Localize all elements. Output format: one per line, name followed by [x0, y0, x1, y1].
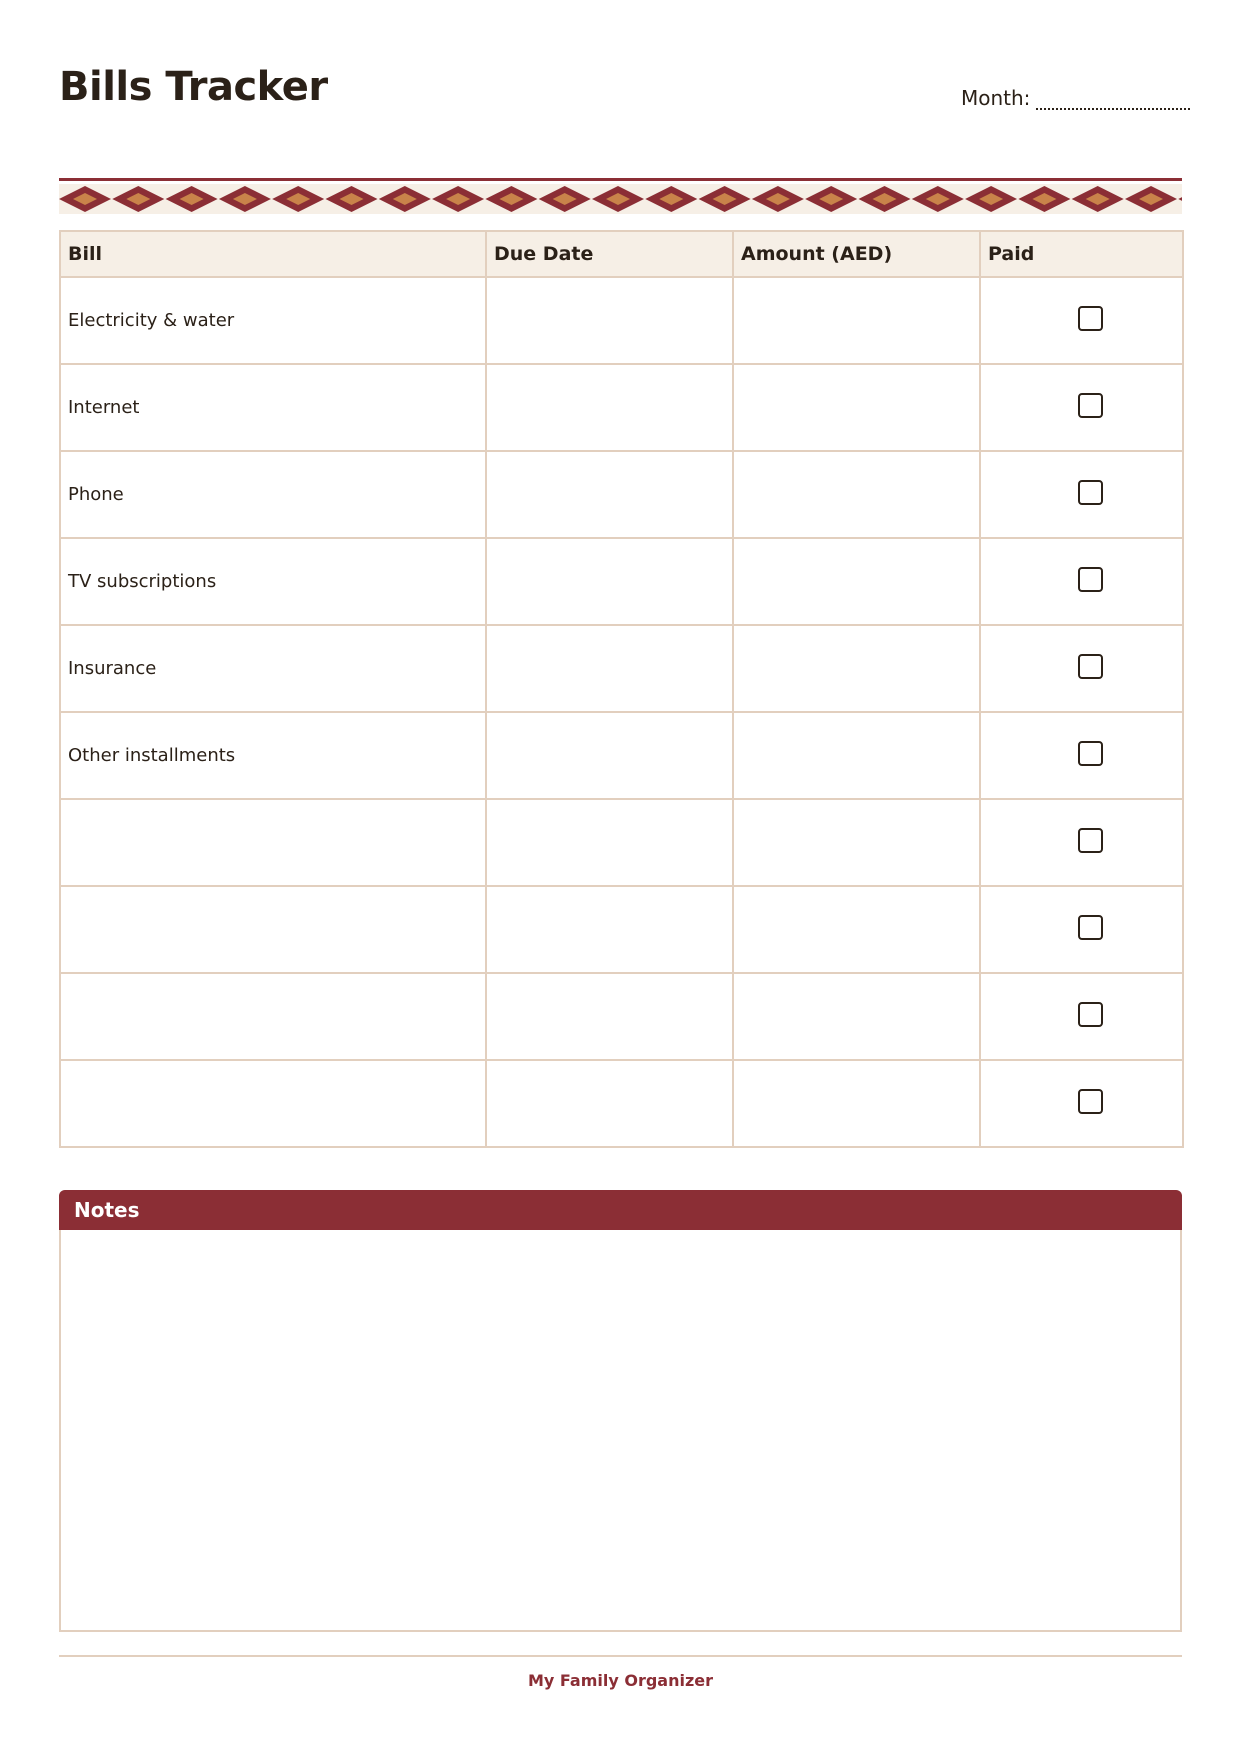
amount-cell[interactable]	[733, 538, 980, 625]
bill-cell[interactable]	[60, 973, 486, 1060]
column-header-paid: Paid	[980, 231, 1183, 277]
due-date-cell[interactable]	[486, 799, 733, 886]
paid-cell	[980, 886, 1183, 973]
paid-cell	[980, 712, 1183, 799]
paid-checkbox[interactable]	[1078, 1089, 1103, 1114]
bill-cell[interactable]	[60, 1060, 486, 1147]
amount-cell[interactable]	[733, 799, 980, 886]
paid-checkbox[interactable]	[1078, 915, 1103, 940]
bill-cell[interactable]	[60, 799, 486, 886]
table-row	[60, 973, 1183, 1060]
footer-divider	[59, 1655, 1182, 1657]
table-row	[60, 625, 1183, 712]
page-title: Bills Tracker	[59, 64, 328, 110]
amount-cell[interactable]	[733, 277, 980, 364]
bill-cell[interactable]: Other installments	[60, 712, 486, 799]
due-date-cell[interactable]	[486, 712, 733, 799]
paid-checkbox[interactable]	[1078, 567, 1103, 592]
table-row	[60, 538, 1183, 625]
bill-cell[interactable]: Electricity & water	[60, 277, 486, 364]
table-row	[60, 799, 1183, 886]
paid-checkbox[interactable]	[1078, 828, 1103, 853]
table-row	[60, 277, 1183, 364]
notes-header: Notes	[59, 1190, 1182, 1230]
footer-text: My Family Organizer	[527, 1671, 714, 1690]
paid-checkbox[interactable]	[1078, 306, 1103, 331]
amount-cell[interactable]	[733, 451, 980, 538]
bill-cell[interactable]: Phone	[60, 451, 486, 538]
paid-cell	[980, 1060, 1183, 1147]
bill-cell[interactable]: Internet	[60, 364, 486, 451]
due-date-cell[interactable]	[486, 451, 733, 538]
due-date-cell[interactable]	[486, 1060, 733, 1147]
bills-table	[59, 230, 1184, 1148]
table-row	[60, 886, 1183, 973]
table-row	[60, 1060, 1183, 1147]
paid-cell	[980, 277, 1183, 364]
paid-checkbox[interactable]	[1078, 393, 1103, 418]
paid-checkbox[interactable]	[1078, 654, 1103, 679]
amount-cell[interactable]	[733, 886, 980, 973]
table-row	[60, 364, 1183, 451]
amount-cell[interactable]	[733, 712, 980, 799]
month-label: Month:	[961, 86, 1031, 110]
column-header-due-date: Due Date	[486, 231, 733, 277]
paid-checkbox[interactable]	[1078, 741, 1103, 766]
column-header-bill: Bill	[60, 231, 486, 277]
notes-box[interactable]	[59, 1190, 1182, 1632]
paid-checkbox[interactable]	[1078, 480, 1103, 505]
paid-checkbox[interactable]	[1078, 1002, 1103, 1027]
table-header-row	[60, 231, 1183, 277]
due-date-cell[interactable]	[486, 973, 733, 1060]
amount-cell[interactable]	[733, 625, 980, 712]
due-date-cell[interactable]	[486, 538, 733, 625]
bill-cell[interactable]	[60, 886, 486, 973]
due-date-cell[interactable]	[486, 886, 733, 973]
paid-cell	[980, 625, 1183, 712]
table-row	[60, 451, 1183, 538]
bill-cell[interactable]: TV subscriptions	[60, 538, 486, 625]
month-input-line[interactable]	[1036, 82, 1190, 110]
paid-cell	[980, 973, 1183, 1060]
decorative-diamond-border	[59, 178, 1182, 214]
paid-cell	[980, 538, 1183, 625]
table-row	[60, 712, 1183, 799]
amount-cell[interactable]	[733, 973, 980, 1060]
due-date-cell[interactable]	[486, 277, 733, 364]
paid-cell	[980, 451, 1183, 538]
due-date-cell[interactable]	[486, 625, 733, 712]
amount-cell[interactable]	[733, 1060, 980, 1147]
column-header-amount: Amount (AED)	[733, 231, 980, 277]
bill-cell[interactable]: Insurance	[60, 625, 486, 712]
paid-cell	[980, 364, 1183, 451]
month-field	[961, 82, 1190, 110]
amount-cell[interactable]	[733, 364, 980, 451]
paid-cell	[980, 799, 1183, 886]
due-date-cell[interactable]	[486, 364, 733, 451]
